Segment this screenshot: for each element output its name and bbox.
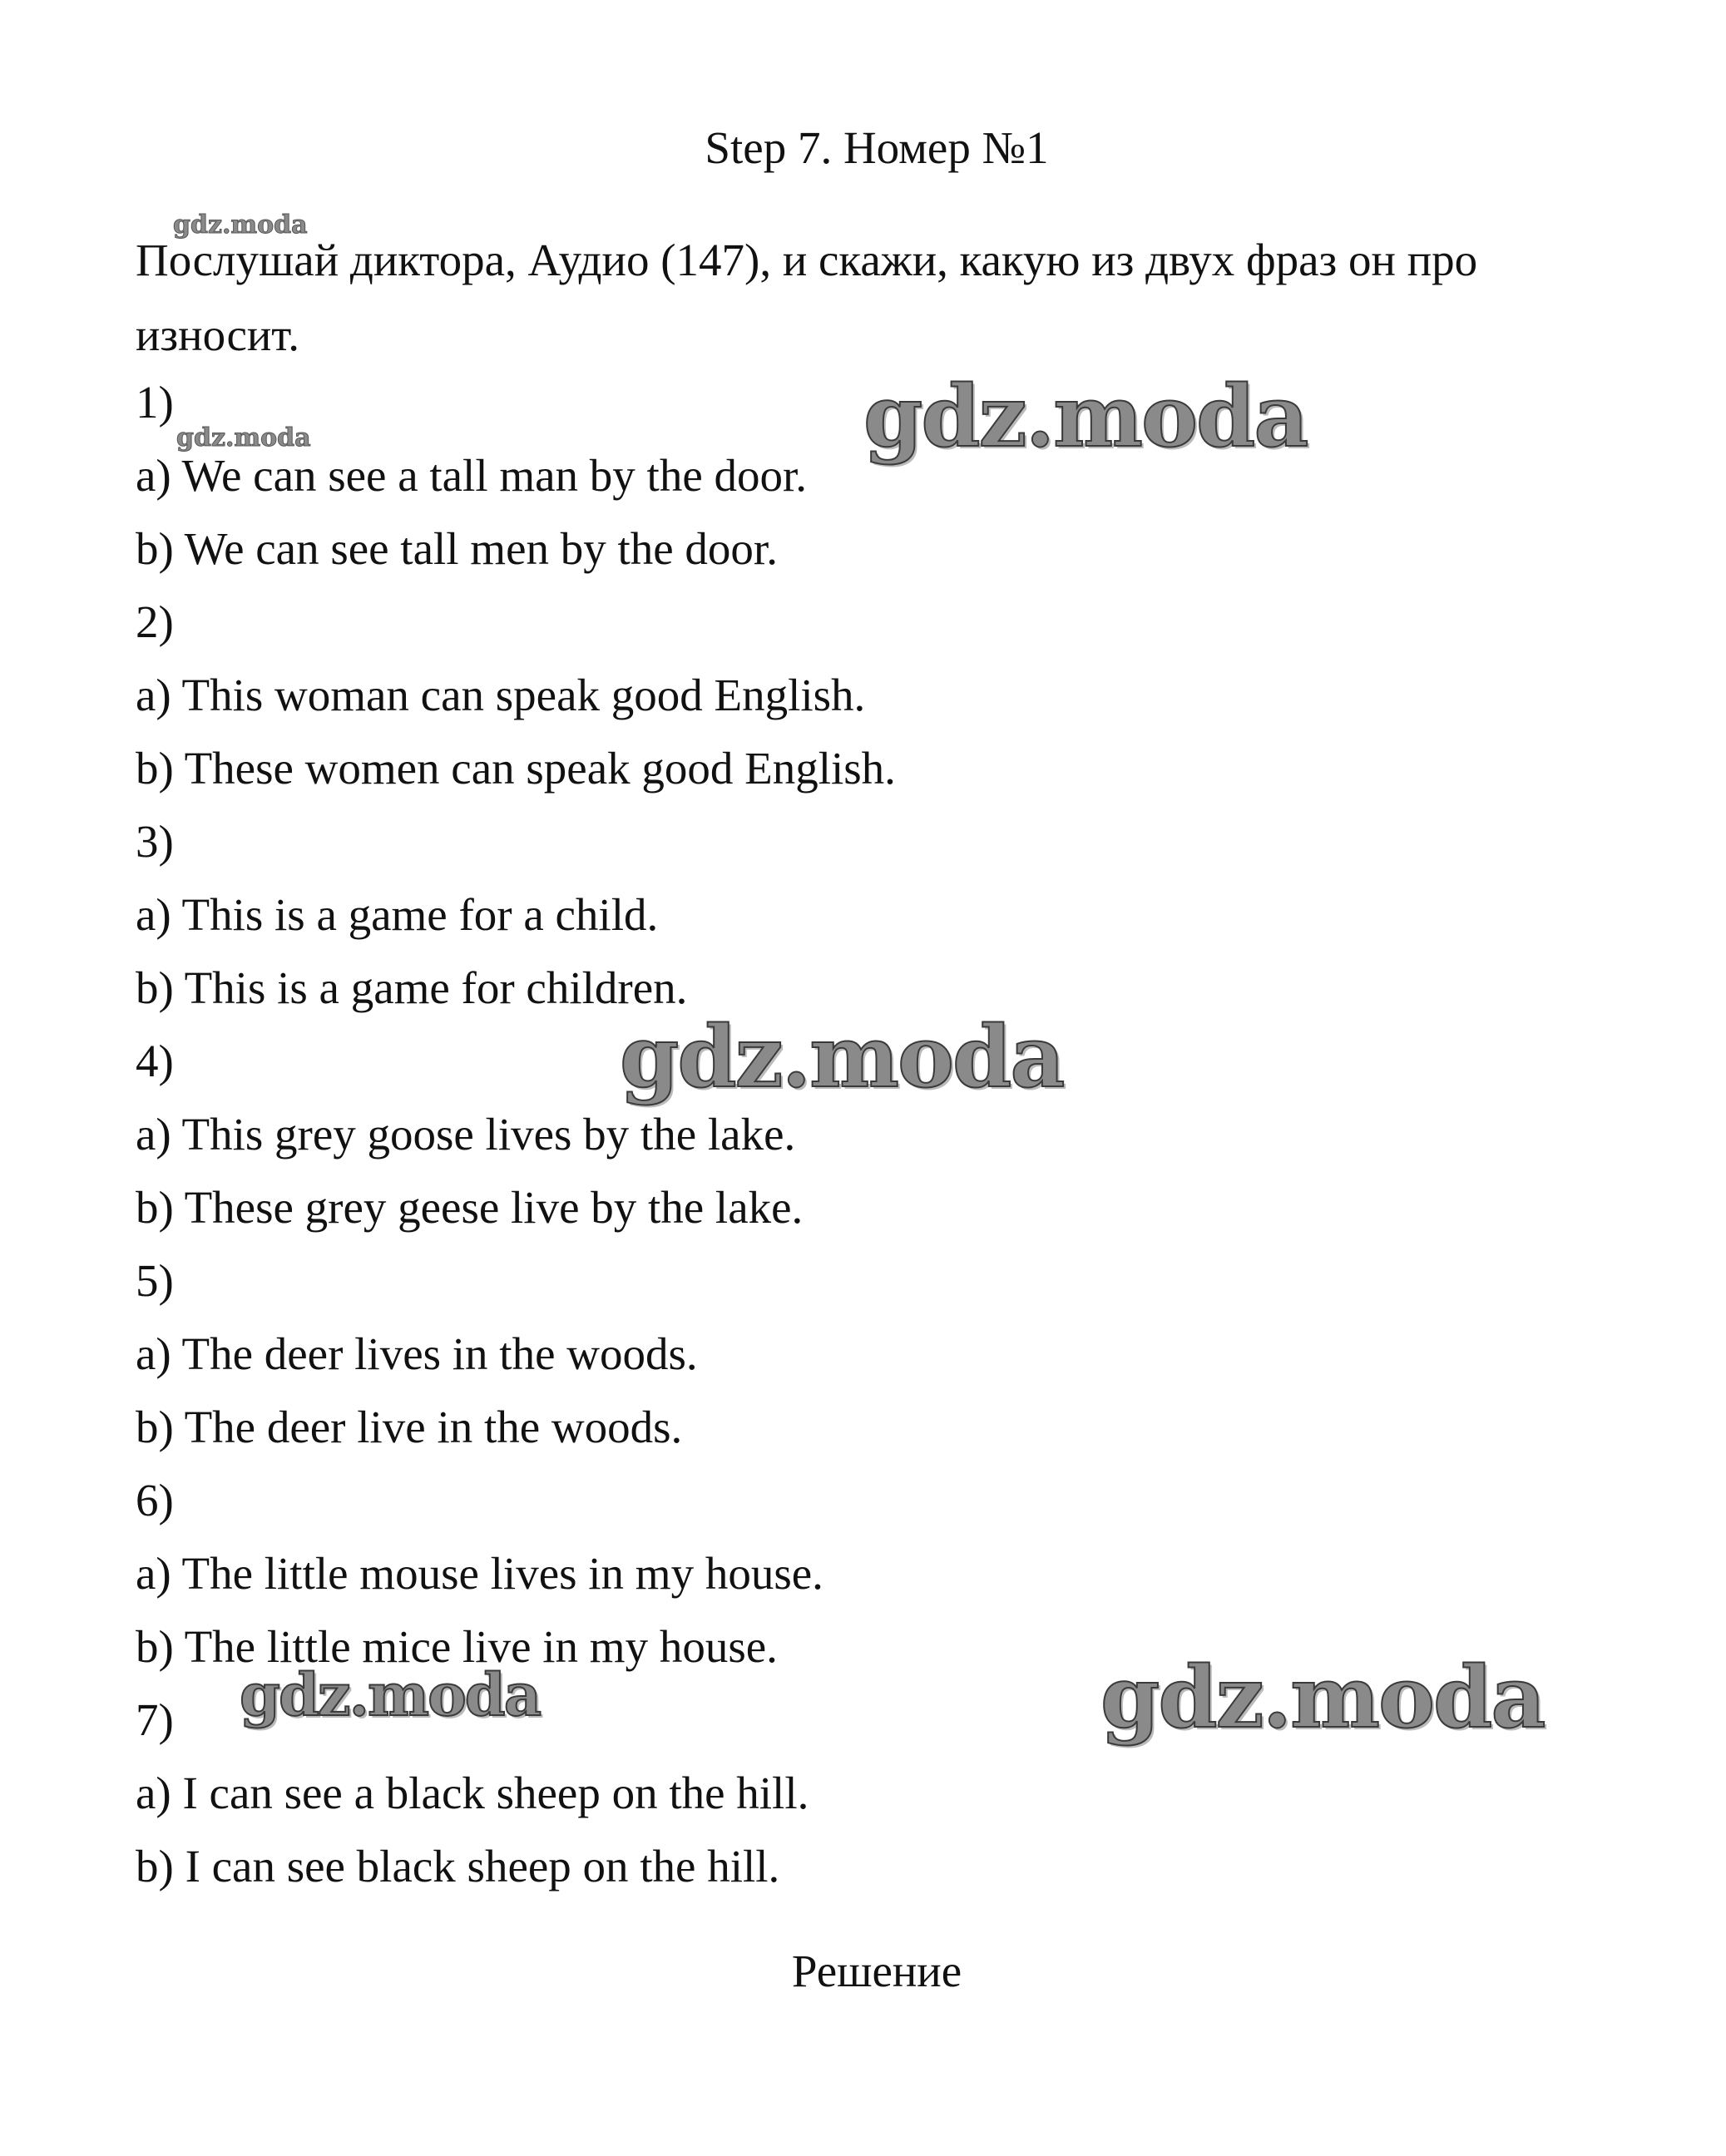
watermark-medium: gdz.moda xyxy=(240,1660,541,1729)
exercise-item xyxy=(136,805,1633,1025)
exercise-number: 2) xyxy=(136,596,174,647)
exercise-number: 7) xyxy=(136,1694,174,1745)
watermark-large: gdz.moda xyxy=(620,1007,1064,1107)
exercise-number: 4) xyxy=(136,1036,174,1086)
option-a: a) The little mouse lives in my house. xyxy=(136,1548,823,1599)
exercise-number: 3) xyxy=(136,816,174,867)
option-b: b) These women can speak good English. xyxy=(136,743,896,794)
option-a: a) The deer lives in the woods. xyxy=(136,1328,698,1379)
watermark-small: gdz.moda xyxy=(173,210,308,240)
watermark-large: gdz.moda xyxy=(1100,1648,1545,1748)
page-title: Step 7. Номер №1 xyxy=(705,122,1049,173)
exercise-number: 6) xyxy=(136,1475,174,1526)
exercise-number: 5) xyxy=(136,1255,174,1306)
watermark-small: gdz.moda xyxy=(176,423,311,452)
option-b: b) The little mice live in my house. xyxy=(136,1621,778,1672)
option-a: a) This is a game for a child. xyxy=(136,889,659,940)
watermark-large: gdz.moda xyxy=(863,367,1308,467)
solution-heading: Решение xyxy=(791,1946,962,1996)
option-b: b) These grey geese live by the lake. xyxy=(136,1182,804,1233)
option-b: b) We can see tall men by the door. xyxy=(136,523,778,574)
option-a: a) This grey goose lives by the lake. xyxy=(136,1109,796,1160)
option-b: b) The deer live in the woods. xyxy=(136,1402,683,1452)
option-a: a) This woman can speak good English. xyxy=(136,670,866,720)
option-b: b) I can see black sheep on the hill. xyxy=(136,1841,780,1891)
option-b: b) This is a game for children. xyxy=(136,962,688,1013)
instruction-text: Послушай диктора, Аудио (147), и скажи, какую из двух фраз он про износит. xyxy=(136,235,1478,360)
option-a: a) We can see a tall man by the door. xyxy=(136,450,808,501)
exercise-item xyxy=(136,586,1633,805)
option-a: a) I can see a black sheep on the hill. xyxy=(136,1768,809,1818)
exercise-number: 1) xyxy=(136,377,174,428)
exercise-item xyxy=(136,1244,1633,1464)
